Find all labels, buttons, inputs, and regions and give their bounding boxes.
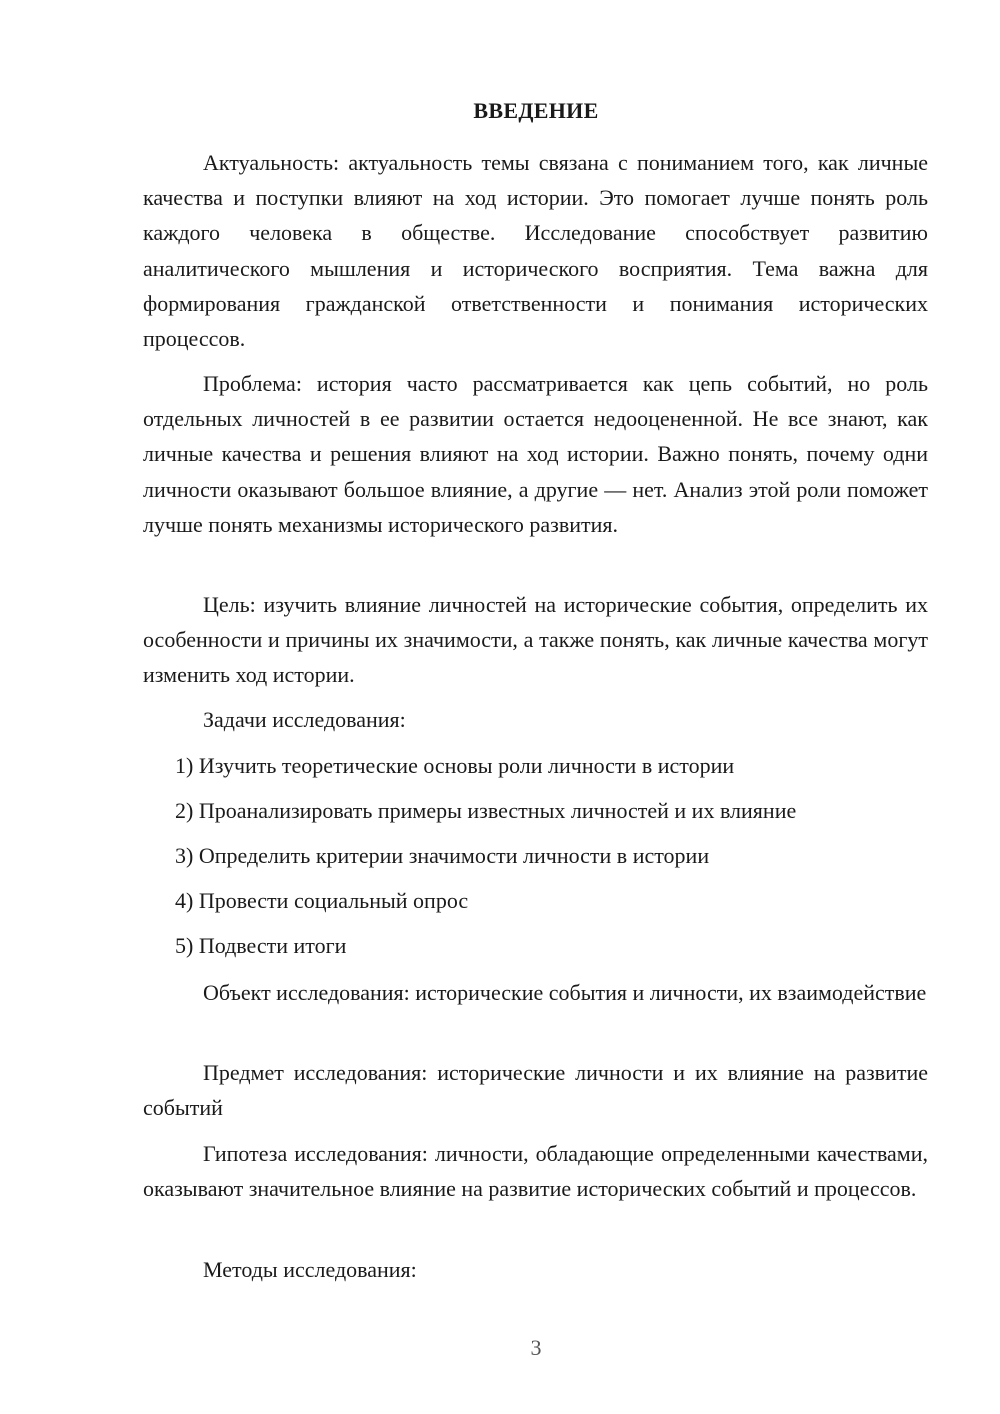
relevance-paragraph: Актуальность: актуальность темы связана с пониманием того, как личные качества и поступки влияют на ход истории. Это помогает лучше понять роль каждого человека в обществе. Исследование способствует развитию аналитического мышления и исторического восприятия. Тема важна для формирования гражданской ответственности и понимания исторических процессов. [143, 150, 928, 352]
goal-paragraph: Цель: изучить влияние личностей на исторические события, определить их особенности и причины их значимости, а также понять, как личные качества могут изменить ход истории. [143, 592, 928, 688]
tasks-heading: Задачи исследования: [203, 707, 406, 732]
page-number: 3 [530, 1335, 542, 1360]
section-title: ВВЕДЕНИЕ [473, 98, 599, 123]
task-item-1: 1) Изучить теоретические основы роли личности в истории [175, 753, 735, 778]
problem-paragraph: Проблема: история часто рассматривается как цепь событий, но роль отдельных личностей в ее развитии остается недооцененной. Не все знают, как личные качества и решения влияют на ход истории. Важно понять, почему одни личности оказывают большое влияние, а другие — нет. Анализ этой роли поможет лучше понять механизмы исторического развития. [143, 371, 928, 537]
methods-heading: Методы исследования: [203, 1257, 417, 1282]
subject-paragraph: Предмет исследования: исторические личности и их влияние на развитие событий [143, 1060, 928, 1121]
task-item-2: 2) Проанализировать примеры известных личностей и их влияние [175, 798, 797, 823]
hypothesis-paragraph: Гипотеза исследования: личности, обладающие определенными качествами, оказывают значительное влияние на развитие исторических событий и процессов. [143, 1141, 928, 1202]
object-paragraph: Объект исследования: исторические события и личности, их взаимодействие [203, 980, 927, 1005]
task-item-5: 5) Подвести итоги [175, 933, 347, 958]
task-item-3: 3) Определить критерии значимости личности в истории [175, 843, 710, 868]
task-item-4: 4) Провести социальный опрос [175, 888, 469, 913]
